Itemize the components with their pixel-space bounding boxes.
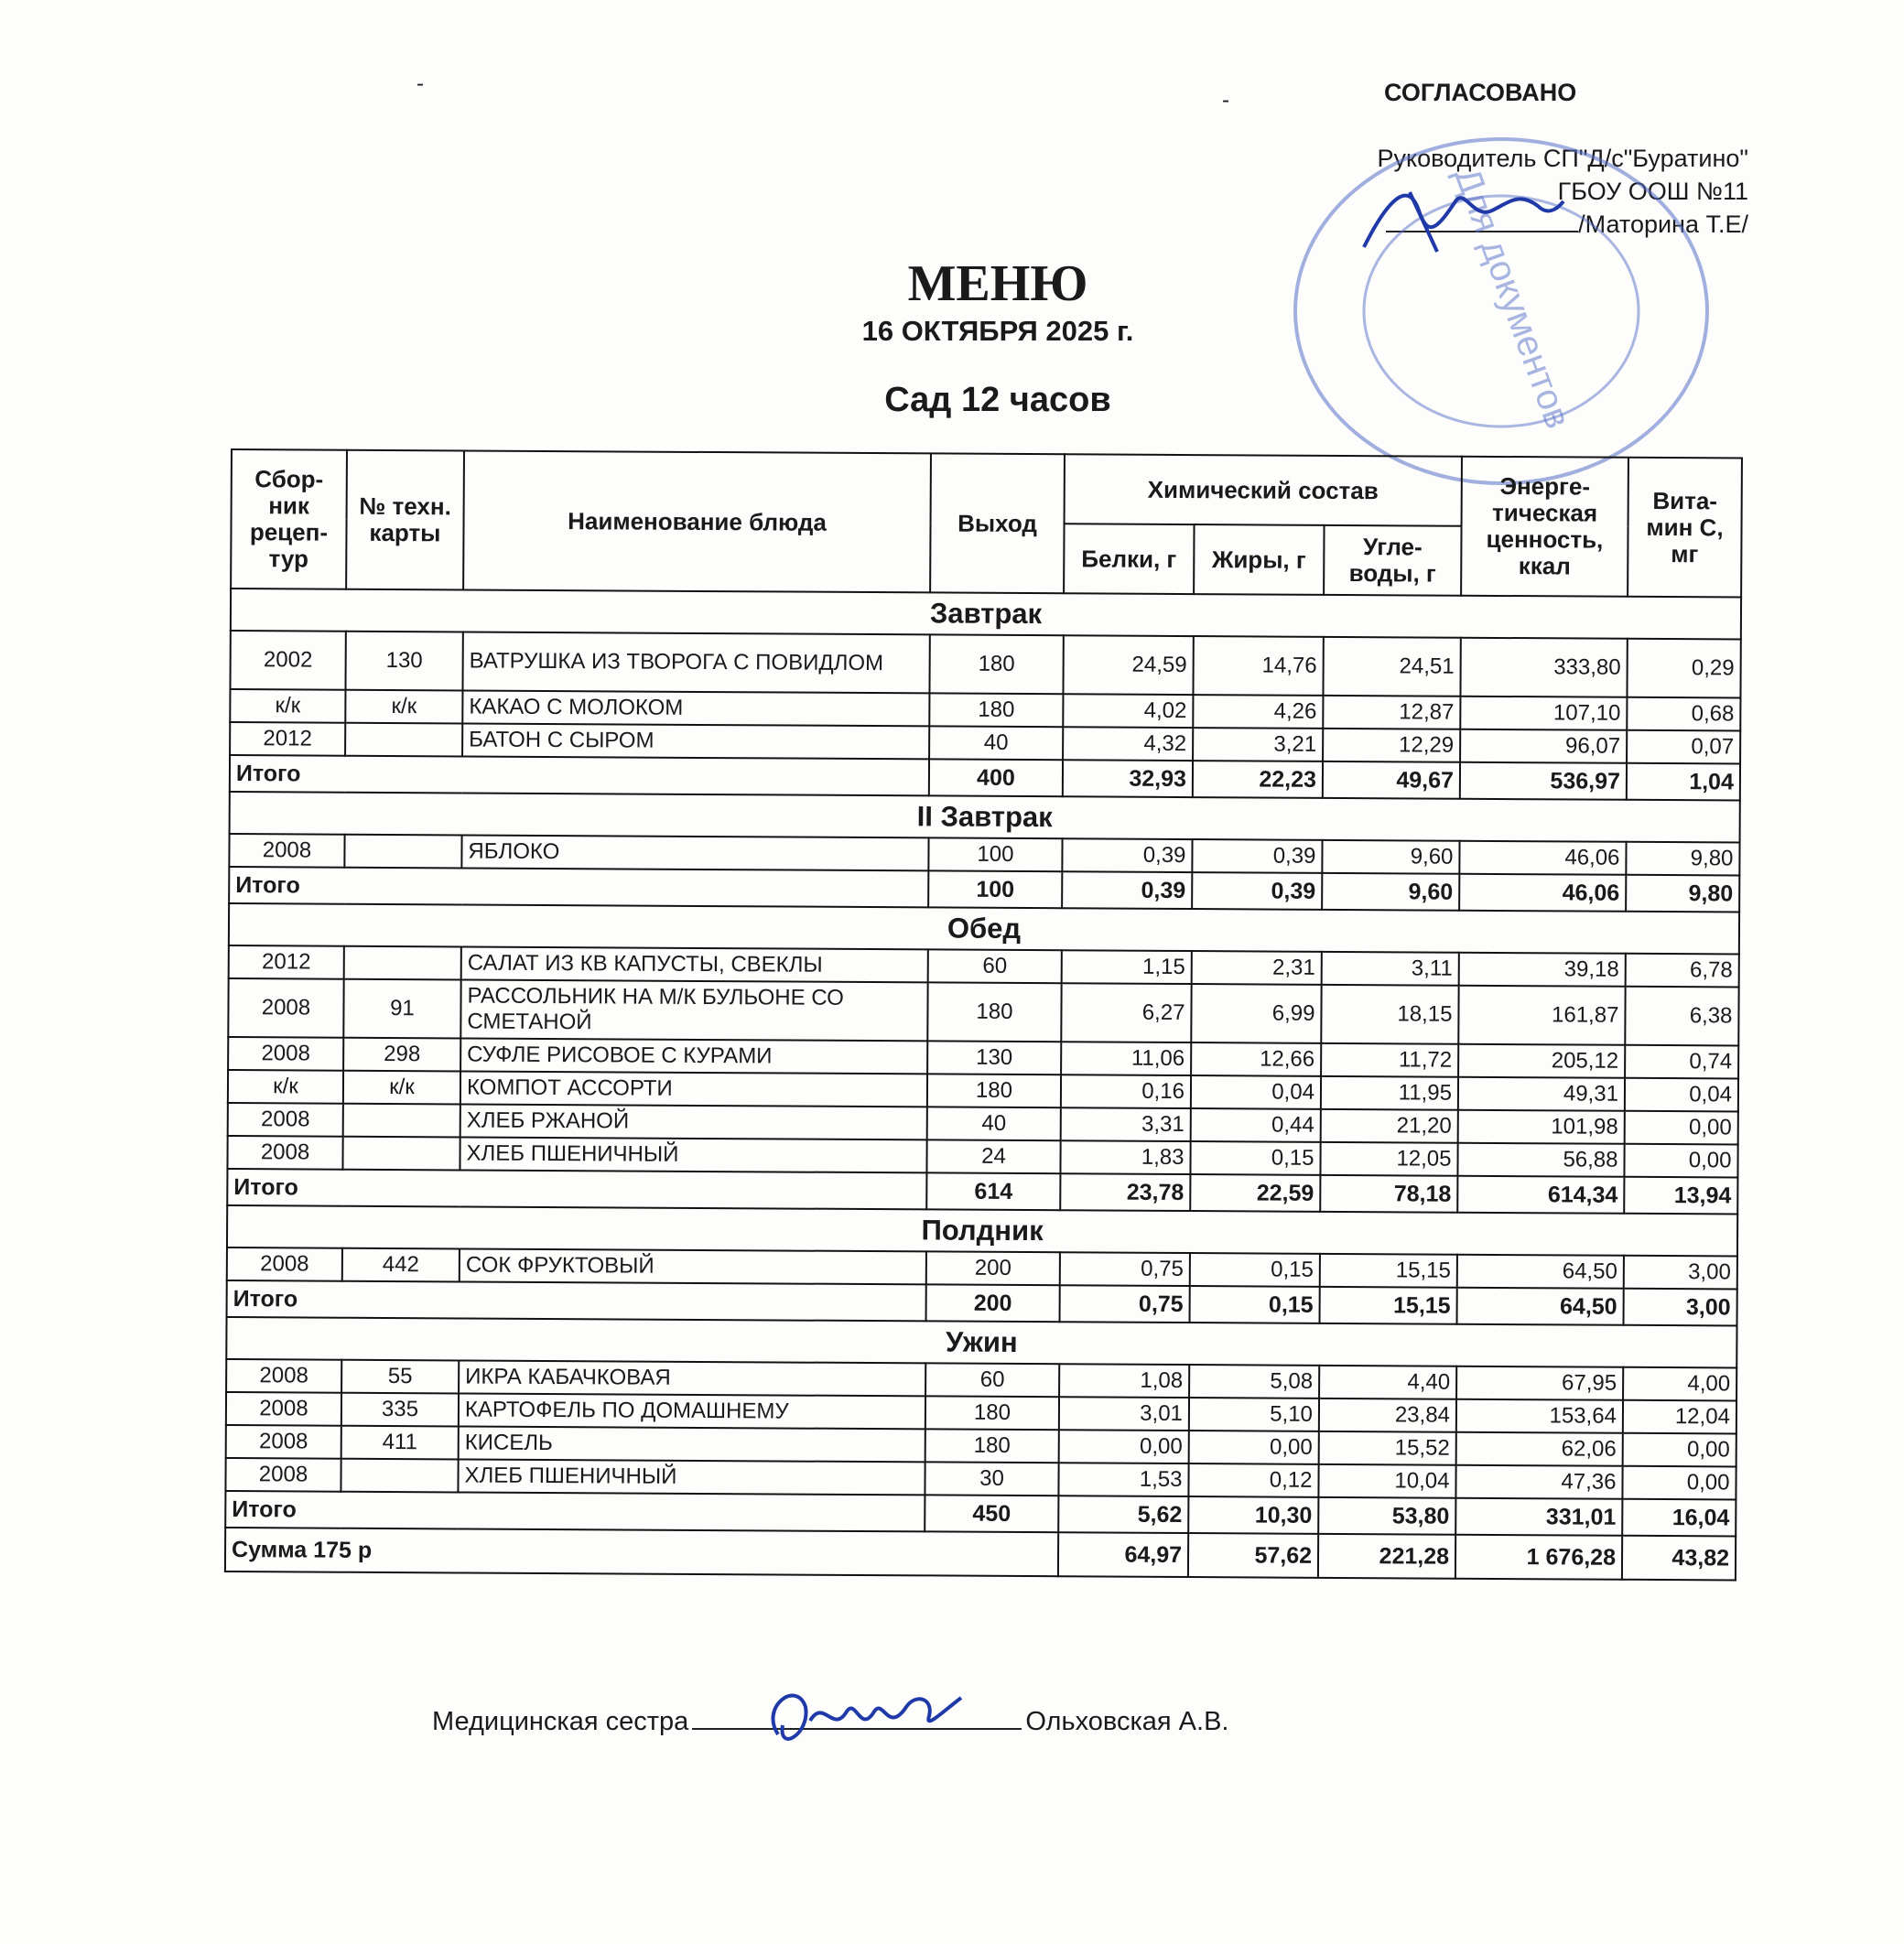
cell-collection: 2008 (227, 1136, 342, 1170)
approval-signature-icon (1355, 174, 1565, 265)
header-chemical-composition: Химический состав (1065, 454, 1462, 525)
cell-vitamin-c: 0,74 (1625, 1045, 1738, 1079)
cell-collection: 2008 (226, 1392, 341, 1426)
cell-protein: 6,27 (1061, 983, 1191, 1042)
cell-card: к/к (345, 690, 462, 724)
cell-carbs: 15,52 (1319, 1431, 1456, 1465)
cell-energy: 56,88 (1457, 1143, 1624, 1177)
page-title: МЕНЮ (907, 255, 1088, 312)
total-output: 200 (926, 1284, 1060, 1322)
cell-protein: 4,02 (1063, 694, 1193, 728)
cell-fat: 14,76 (1193, 636, 1323, 696)
cell-energy: 47,36 (1455, 1465, 1622, 1499)
cell-card (341, 1459, 458, 1493)
cell-fat: 5,08 (1189, 1365, 1319, 1399)
total-carbs: 49,67 (1323, 761, 1460, 799)
total-protein: 0,75 (1060, 1285, 1190, 1323)
cell-carbs: 4,40 (1319, 1366, 1456, 1399)
cell-output: 180 (925, 1429, 1059, 1463)
cell-vitamin-c: 0,04 (1625, 1078, 1738, 1112)
cell-carbs: 15,15 (1320, 1254, 1457, 1288)
cell-carbs: 12,05 (1320, 1142, 1457, 1176)
cell-fat: 6,99 (1191, 984, 1321, 1043)
total-carbs: 9,60 (1322, 873, 1459, 911)
cell-dish-name: ХЛЕБ ПШЕНИЧНЫЙ (458, 1459, 925, 1495)
header-output: Выход (930, 453, 1065, 593)
grand-total-energy: 1 676,28 (1455, 1535, 1622, 1580)
cell-card: 442 (342, 1248, 460, 1282)
cell-collection: 2008 (228, 1037, 343, 1071)
grand-total-carbs: 221,28 (1318, 1534, 1455, 1579)
cell-energy: 205,12 (1458, 1044, 1625, 1078)
approval-signatory: /Маторина Т.Е/ (1327, 208, 1748, 241)
cell-collection: 2002 (230, 631, 345, 690)
nurse-role: Медицинская сестра (432, 1707, 689, 1736)
cell-output: 100 (928, 837, 1062, 871)
stamp-text: Для документов (1446, 162, 1579, 434)
total-protein: 23,78 (1060, 1173, 1190, 1211)
cell-energy: 67,95 (1456, 1366, 1623, 1400)
cell-collection: 2008 (229, 834, 344, 868)
cell-vitamin-c: 0,68 (1627, 697, 1740, 731)
total-label: Итого (227, 1280, 926, 1321)
cell-card (344, 835, 461, 869)
cell-carbs: 11,95 (1321, 1076, 1458, 1110)
total-carbs: 78,18 (1320, 1175, 1457, 1213)
header-vitamin-c: Вита-мин С, мг (1628, 458, 1742, 598)
total-energy: 536,97 (1460, 762, 1627, 800)
cell-protein: 1,53 (1058, 1463, 1188, 1496)
cell-collection: 2008 (226, 1425, 341, 1459)
scan-dash-mark: - (1222, 88, 1229, 113)
cell-dish-name: СОК ФРУКТОВЫЙ (460, 1248, 926, 1284)
cell-energy: 62,06 (1456, 1432, 1623, 1466)
nurse-name: Ольховская А.В. (1025, 1707, 1229, 1736)
total-output: 100 (928, 870, 1062, 908)
cell-collection: 2008 (228, 978, 343, 1038)
cell-output: 40 (927, 1107, 1061, 1140)
cell-collection: к/к (228, 1070, 343, 1104)
cell-card: 298 (343, 1038, 460, 1072)
total-label: Итого (229, 867, 928, 907)
cell-fat: 5,10 (1189, 1398, 1319, 1431)
cell-energy: 101,98 (1458, 1110, 1625, 1144)
cell-collection: 2008 (225, 1458, 341, 1492)
cell-dish-name: ВАТРУШКА ИЗ ТВОРОГА С ПОВИДЛОМ (462, 632, 929, 693)
cell-fat: 12,66 (1191, 1042, 1321, 1076)
cell-dish-name: ХЛЕБ РЖАНОЙ (460, 1104, 927, 1139)
header-carbs: Угле-воды, г (1324, 525, 1461, 596)
total-output: 450 (925, 1495, 1058, 1532)
total-label: Итого (230, 755, 929, 795)
cell-carbs: 11,72 (1321, 1043, 1458, 1077)
table-header (231, 449, 1742, 598)
cell-carbs: 12,87 (1323, 696, 1460, 729)
cell-collection: к/к (230, 689, 345, 723)
grand-total-fat: 57,62 (1188, 1533, 1318, 1578)
cell-dish-name: КИСЕЛЬ (459, 1426, 925, 1462)
cell-card: 130 (345, 632, 462, 691)
cell-protein: 0,00 (1059, 1430, 1189, 1463)
total-energy: 46,06 (1459, 874, 1626, 912)
cell-dish-name: БАТОН С СЫРОМ (462, 723, 929, 759)
cell-output: 180 (927, 982, 1061, 1042)
cell-energy: 96,07 (1460, 729, 1627, 763)
header-collection: Сбор-ник рецеп-тур (231, 449, 347, 589)
cell-protein: 11,06 (1061, 1042, 1191, 1075)
cell-output: 24 (926, 1139, 1060, 1173)
total-fat: 0,39 (1192, 872, 1322, 910)
header-fat: Жиры, г (1194, 524, 1324, 595)
cell-output: 130 (927, 1041, 1061, 1075)
grand-total-vitamin-c: 43,82 (1622, 1536, 1736, 1581)
cell-output: 200 (926, 1251, 1060, 1285)
total-energy: 614,34 (1457, 1176, 1624, 1214)
cell-fat: 3,21 (1193, 728, 1323, 761)
cell-protein: 3,31 (1061, 1107, 1191, 1141)
cell-energy: 39,18 (1459, 953, 1626, 987)
cell-energy: 153,64 (1456, 1399, 1623, 1433)
total-energy: 64,50 (1457, 1288, 1624, 1325)
cell-card (343, 1104, 460, 1138)
header-protein: Белки, г (1064, 524, 1194, 594)
cell-output: 180 (925, 1396, 1059, 1430)
total-output: 614 (926, 1172, 1060, 1210)
cell-output: 40 (929, 726, 1063, 760)
table-row (228, 978, 1738, 1046)
total-label: Итого (227, 1169, 926, 1209)
cell-carbs: 10,04 (1318, 1464, 1455, 1498)
cell-dish-name: ХЛЕБ ПШЕНИЧНЫЙ (460, 1137, 926, 1172)
header-dish-name: Наименование блюда (463, 450, 931, 592)
cell-card: 335 (341, 1393, 459, 1427)
section-title: Обед (229, 903, 1739, 955)
cell-card (342, 1137, 460, 1171)
header-card: № техн. карты (346, 450, 464, 590)
cell-vitamin-c: 4,00 (1623, 1367, 1736, 1401)
cell-vitamin-c: 6,38 (1625, 987, 1738, 1046)
table-row (230, 631, 1740, 698)
approval-title: СОГЛАСОВАНО (1384, 79, 1577, 106)
cell-vitamin-c: 0,00 (1624, 1144, 1737, 1178)
section-title: Ужин (226, 1317, 1736, 1368)
cell-fat: 0,00 (1189, 1431, 1319, 1464)
cell-vitamin-c: 9,80 (1626, 842, 1739, 876)
cell-fat: 0,12 (1188, 1463, 1318, 1497)
cell-protein: 1,15 (1062, 950, 1192, 984)
cell-energy: 46,06 (1459, 841, 1626, 875)
cell-collection: 2008 (227, 1247, 342, 1281)
cell-carbs: 12,29 (1323, 729, 1460, 762)
grand-total-row (225, 1528, 1736, 1581)
cell-carbs: 18,15 (1321, 985, 1458, 1044)
total-fat: 10,30 (1188, 1496, 1318, 1534)
cell-fat: 0,04 (1191, 1075, 1321, 1109)
cell-protein: 1,83 (1060, 1140, 1190, 1174)
menu-date: 16 ОКТЯБРЯ 2025 г. (861, 315, 1134, 347)
cell-fat: 4,26 (1193, 695, 1323, 729)
total-protein: 0,39 (1062, 871, 1192, 909)
total-carbs: 15,15 (1320, 1287, 1457, 1324)
header-energy: Энерге-тическая ценность, ккал (1461, 457, 1628, 597)
cell-fat: 0,15 (1190, 1253, 1320, 1287)
cell-energy: 161,87 (1458, 986, 1625, 1045)
cell-carbs: 21,20 (1321, 1109, 1458, 1143)
cell-dish-name: САЛАТ ИЗ КВ КАПУСТЫ, СВЕКЛЫ (461, 946, 928, 982)
cell-fat: 0,39 (1192, 839, 1322, 873)
table-body (225, 589, 1741, 1580)
cell-card: 55 (341, 1360, 459, 1394)
cell-dish-name: ИКРА КАБАЧКОВАЯ (459, 1360, 925, 1396)
cell-energy: 107,10 (1460, 697, 1627, 730)
grand-total-label: Сумма 175 р (225, 1528, 1058, 1576)
cell-card: к/к (343, 1071, 460, 1105)
cell-energy: 333,80 (1460, 638, 1627, 697)
menu-subtitle: Сад 12 часов (884, 381, 1111, 419)
section-title: Завтрак (231, 589, 1741, 640)
cell-collection: 2008 (228, 1103, 343, 1137)
cell-dish-name: ЯБЛОКО (461, 835, 928, 870)
cell-collection: 2012 (230, 722, 345, 756)
total-output: 400 (929, 759, 1063, 796)
cell-fat: 2,31 (1192, 951, 1322, 985)
total-label: Итого (225, 1491, 925, 1531)
cell-fat: 0,15 (1190, 1141, 1320, 1175)
cell-carbs: 9,60 (1322, 840, 1459, 874)
cell-vitamin-c: 0,29 (1627, 639, 1740, 698)
total-carbs: 53,80 (1318, 1497, 1455, 1535)
cell-dish-name: КАРТОФЕЛЬ ПО ДОМАШНЕМУ (459, 1393, 925, 1429)
cell-output: 60 (928, 949, 1062, 983)
cell-vitamin-c: 0,00 (1623, 1433, 1736, 1467)
cell-protein: 0,75 (1060, 1252, 1190, 1286)
cell-dish-name: КОМПОТ АССОРТИ (460, 1071, 927, 1107)
cell-dish-name: КАКАО С МОЛОКОМ (462, 690, 929, 726)
cell-protein: 1,08 (1059, 1364, 1189, 1398)
cell-output: 180 (927, 1074, 1061, 1107)
cell-vitamin-c: 0,00 (1625, 1111, 1738, 1145)
total-vitamin-c: 13,94 (1624, 1177, 1737, 1215)
cell-collection: 2008 (226, 1359, 341, 1393)
cell-vitamin-c: 0,07 (1627, 730, 1740, 764)
cell-dish-name: РАССОЛЬНИК НА М/К БУЛЬОНЕ СО СМЕТАНОЙ (460, 979, 927, 1041)
total-vitamin-c: 16,04 (1622, 1499, 1736, 1537)
grand-total-protein: 64,97 (1058, 1532, 1188, 1577)
title-block (751, 256, 1245, 420)
scan-dash-mark: - (416, 71, 424, 96)
cell-output: 180 (929, 693, 1063, 727)
cell-energy: 64,50 (1457, 1255, 1624, 1289)
cell-card: 91 (343, 979, 460, 1039)
cell-vitamin-c: 12,04 (1623, 1400, 1736, 1434)
approval-organization: ГБОУ ООШ №11 (1557, 178, 1748, 205)
total-fat: 22,23 (1193, 761, 1323, 798)
cell-output: 60 (925, 1363, 1059, 1397)
cell-vitamin-c: 0,00 (1622, 1466, 1736, 1500)
total-protein: 5,62 (1058, 1496, 1188, 1533)
cell-card (345, 723, 462, 757)
cell-protein: 4,32 (1063, 727, 1193, 761)
cell-carbs: 3,11 (1322, 952, 1459, 986)
section-title: Полдник (227, 1205, 1737, 1257)
cell-protein: 0,16 (1061, 1075, 1191, 1108)
total-energy: 331,01 (1455, 1498, 1622, 1536)
cell-carbs: 24,51 (1323, 637, 1460, 697)
cell-card (344, 946, 461, 980)
cell-vitamin-c: 6,78 (1626, 954, 1739, 988)
cell-protein: 3,01 (1059, 1397, 1189, 1431)
total-vitamin-c: 1,04 (1627, 763, 1740, 801)
cell-collection: 2012 (229, 945, 344, 979)
cell-vitamin-c: 3,00 (1624, 1256, 1737, 1290)
cell-fat: 0,44 (1191, 1108, 1321, 1142)
total-vitamin-c: 9,80 (1626, 875, 1739, 913)
approval-position: Руководитель СП"Д/с"Буратино" (1377, 145, 1748, 172)
cell-carbs: 23,84 (1319, 1399, 1456, 1432)
cell-output: 180 (929, 634, 1063, 694)
cell-output: 30 (925, 1462, 1058, 1496)
total-fat: 0,15 (1190, 1286, 1320, 1323)
total-vitamin-c: 3,00 (1624, 1289, 1737, 1326)
menu-table (224, 448, 1743, 1581)
cell-dish-name: СУФЛЕ РИСОВОЕ С КУРАМИ (460, 1038, 927, 1074)
total-protein: 32,93 (1063, 760, 1193, 797)
section-title: II Завтрак (230, 792, 1740, 843)
cell-energy: 49,31 (1458, 1077, 1625, 1111)
cell-protein: 0,39 (1062, 838, 1192, 872)
total-fat: 22,59 (1190, 1174, 1320, 1212)
cell-card: 411 (341, 1426, 459, 1460)
cell-protein: 24,59 (1063, 635, 1193, 695)
nurse-signature-icon (760, 1670, 979, 1762)
